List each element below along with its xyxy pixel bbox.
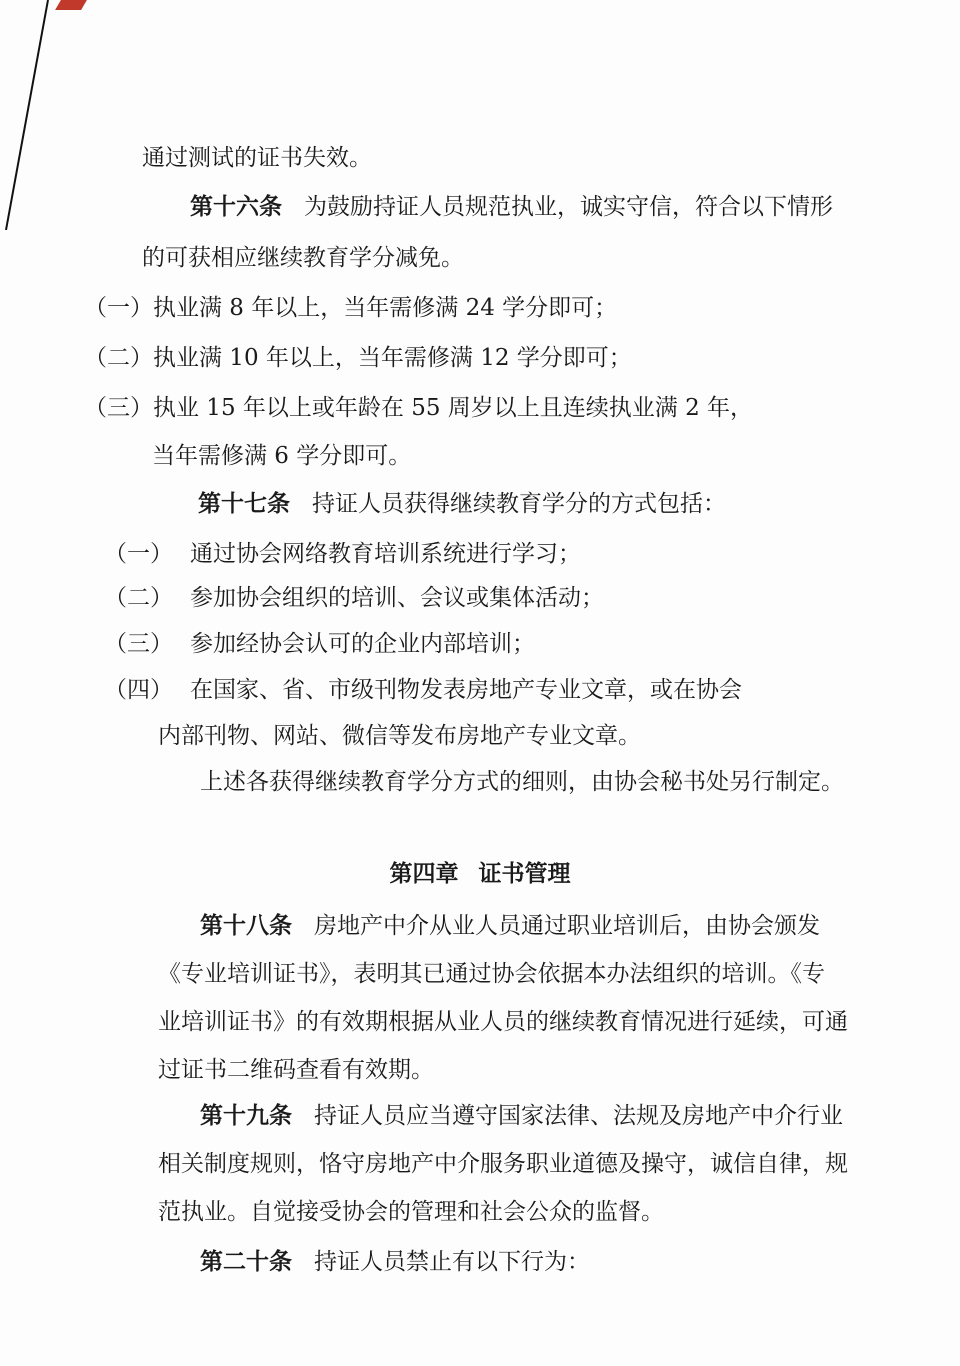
article-17: [198, 488, 726, 520]
article-heading: 第十九条: [200, 1102, 292, 1129]
article-text: 持证人员应当遵守国家法律、法规及房地产中介行业: [314, 1103, 843, 1129]
article-heading: 第二十条: [200, 1248, 292, 1275]
article-text: 为鼓励持证人员规范执业，诚实守信，符合以下情形: [304, 194, 833, 220]
chapter-heading: [0, 858, 960, 890]
list-item-number: （四）: [104, 677, 173, 703]
list-item: [84, 392, 753, 424]
list-item-number: （二）: [84, 345, 153, 371]
text-line: 上述各获得继续教育学分方式的细则，由协会秘书处另行制定。: [200, 769, 844, 795]
list-item-number: （三）: [104, 631, 173, 657]
chapter-number: 第四章: [389, 860, 459, 887]
list-item: [104, 538, 581, 570]
article-heading: 第十八条: [200, 912, 292, 939]
article-text: 持证人员禁止有以下行为：: [314, 1249, 590, 1275]
list-item-text: 参加经协会认可的企业内部培训；: [190, 631, 535, 657]
list-item-number: （二）: [104, 585, 173, 611]
list-item: [84, 292, 617, 324]
red-corner-mark: [55, 0, 87, 10]
article-text: 房地产中介从业人员通过职业培训后，由协会颁发: [314, 913, 820, 939]
list-item-text: 通过协会网络教育培训系统进行学习；: [190, 541, 581, 567]
chapter-title: 证书管理: [478, 860, 571, 887]
article-text: 持证人员获得继续教育学分的方式包括：: [312, 491, 726, 517]
list-item-number: （一）: [84, 295, 153, 321]
text-line: 通过测试的证书失效。: [142, 145, 372, 171]
list-item-number: （三）: [84, 395, 153, 421]
list-item: [104, 628, 535, 660]
article-18: [200, 910, 820, 942]
list-item: [84, 342, 632, 374]
article-heading: 第十七条: [198, 490, 290, 517]
list-item-text: 执业 15 年以上或年龄在 55 周岁以上且连续执业满 2 年，: [153, 395, 754, 421]
text-line: 内部刊物、网站、微信等发布房地产专业文章。: [158, 723, 641, 749]
list-item-text: 在国家、省、市级刊物发表房地产专业文章，或在协会: [190, 677, 742, 703]
list-item-number: （一）: [104, 541, 173, 567]
list-item: [104, 674, 742, 706]
article-20: [200, 1246, 590, 1278]
scan-edge-line: [0, 0, 60, 230]
text-line: 业培训证书》的有效期根据从业人员的继续教育情况进行延续，可通: [158, 1009, 848, 1035]
list-item: [104, 582, 604, 614]
text-line: 范执业。自觉接受协会的管理和社会公众的监督。: [158, 1199, 664, 1225]
article-heading: 第十六条: [190, 193, 282, 220]
text-line: 相关制度规则，恪守房地产中介服务职业道德及操守，诚信自律，规: [158, 1151, 848, 1177]
text-line: 《专业培训证书》，表明其已通过协会依据本办法组织的培训。《专: [158, 961, 825, 987]
article-19: [200, 1100, 843, 1132]
list-item-text: 执业满 8 年以上，当年需修满 24 学分即可；: [153, 295, 618, 321]
text-line: 当年需修满 6 学分即可。: [152, 443, 412, 469]
list-item-text: 参加协会组织的培训、会议或集体活动；: [190, 585, 604, 611]
text-line: 的可获相应继续教育学分减免。: [142, 245, 464, 271]
article-16: [190, 191, 833, 223]
text-line: 过证书二维码查看有效期。: [158, 1057, 434, 1083]
list-item-text: 执业满 10 年以上，当年需修满 12 学分即可；: [153, 345, 632, 371]
